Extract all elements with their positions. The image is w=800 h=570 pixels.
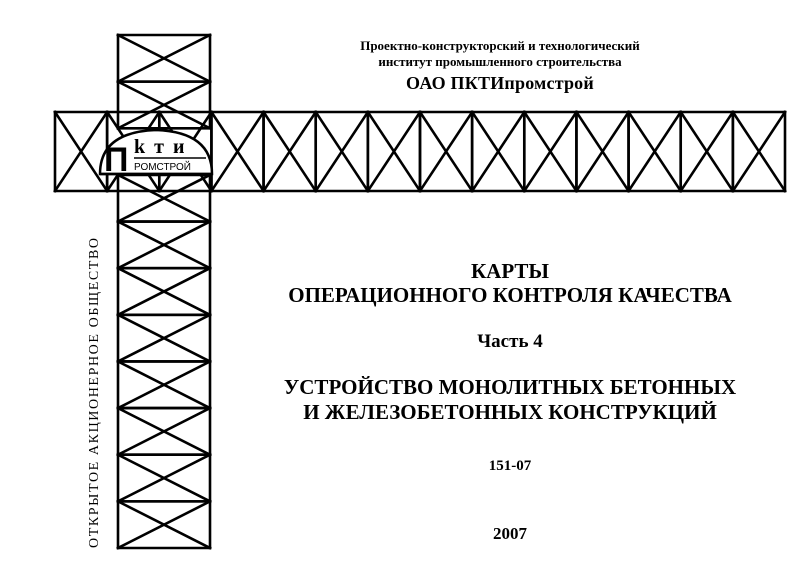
side-vertical-text: ОТКРЫТОЕ АКЦИОНЕРНОЕ ОБЩЕСТВО: [87, 236, 102, 548]
header-org-name: ОАО ПКТИпромстрой: [406, 73, 594, 93]
title-line-1: КАРТЫ: [470, 259, 550, 283]
logo-big-letter: П: [104, 141, 129, 179]
logo-letters: k т и: [134, 136, 187, 158]
subtitle-line-1: УСТРОЙСТВО МОНОЛИТНЫХ БЕТОННЫХ: [283, 375, 737, 399]
logo-small-text: РОМСТРОЙ: [134, 162, 191, 173]
header-line-2: институт промышленного строительства: [378, 54, 622, 69]
pkti-logo: [96, 124, 216, 182]
part-label: Часть 4: [477, 331, 543, 352]
publication-year: 2007: [493, 524, 527, 543]
subtitle-line-2: И ЖЕЛЕЗОБЕТОННЫХ КОНСТРУКЦИЙ: [303, 400, 717, 424]
title-line-2: ОПЕРАЦИОННОГО КОНТРОЛЯ КАЧЕСТВА: [288, 283, 732, 307]
document-code: 151-07: [488, 458, 532, 474]
header-line-1: Проектно-конструкторский и технологический: [360, 38, 640, 53]
